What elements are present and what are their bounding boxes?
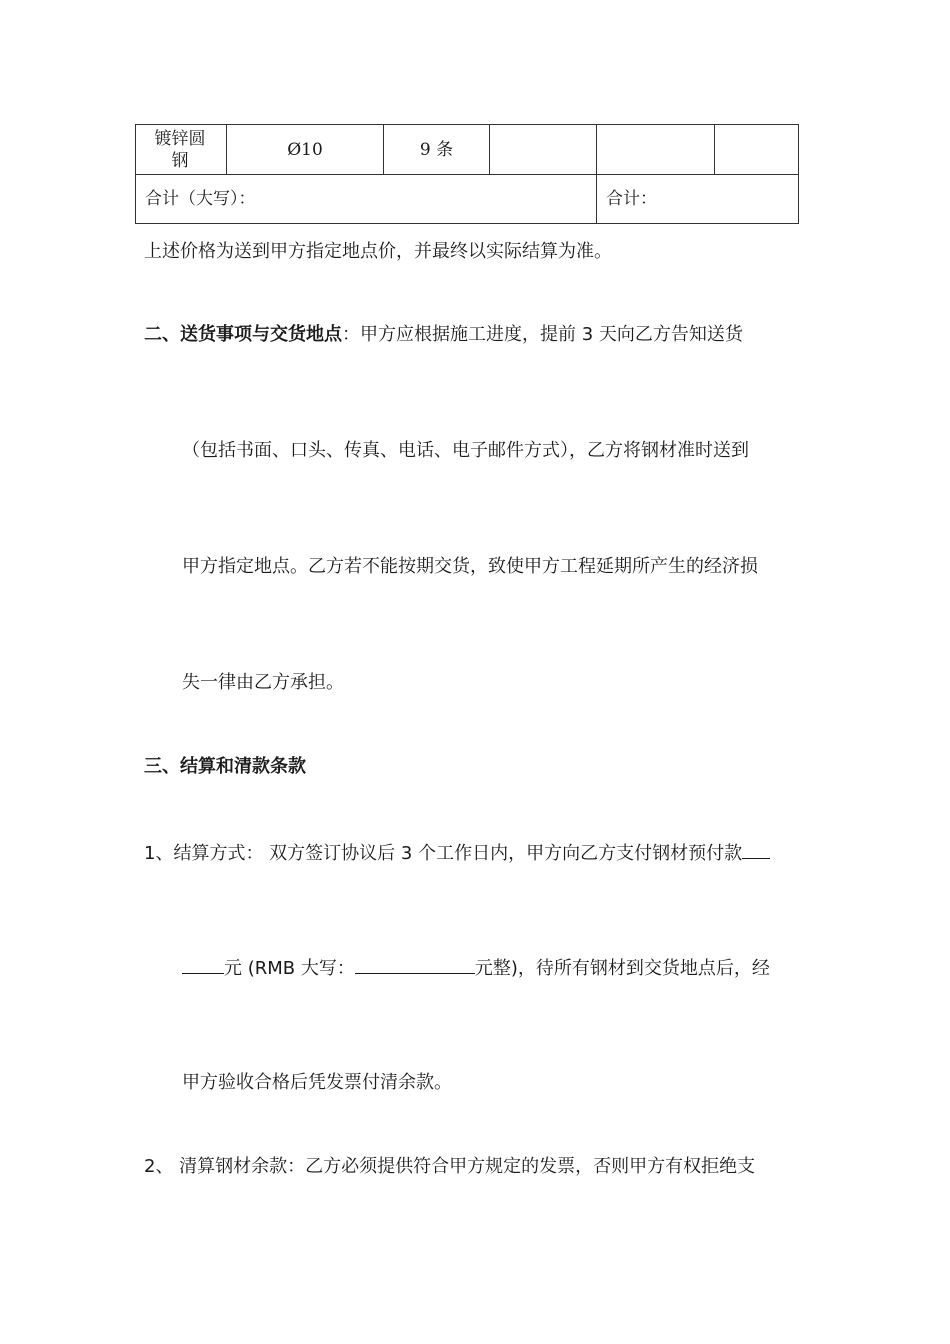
total-cell: 合计： [597, 175, 799, 224]
table-row-total [136, 175, 799, 224]
item-spec-cell: Ø10 [227, 125, 384, 175]
item-cell-6 [715, 125, 799, 175]
section3-item1-line1 [144, 840, 770, 866]
item-name-cell: 镀锌圆钢 [136, 125, 227, 175]
section3-heading: 三、结算和清款条款 [144, 756, 306, 777]
section2-line2: （包括书面、口头、传真、电话、电子邮件方式），乙方将钢材准时送到 [182, 440, 749, 461]
section3-item2-line1: 2、 清算钢材余款：乙方必须提供符合甲方规定的发票，否则甲方有权拒绝支 [144, 1156, 756, 1177]
section2-line1 [144, 323, 743, 347]
section3-item1-line3: 甲方验收合格后凭发票付清余款。 [182, 1072, 452, 1093]
goods-table [135, 124, 799, 224]
blank-underline [355, 955, 475, 974]
section2-line4: 失一律由乙方承担。 [182, 672, 344, 693]
item-cell-5 [597, 125, 715, 175]
section3-item1-line2 [182, 955, 770, 981]
section3-item1-text-2a: 元 (RMB 大写： [224, 958, 355, 979]
section2-line3: 甲方指定地点。乙方若不能按期交货，致使甲方工程延期所产生的经济损 [182, 556, 758, 577]
total-upper-cell: 合计（大写）： [136, 175, 597, 224]
table-row [136, 125, 799, 175]
item-cell-4 [490, 125, 597, 175]
item-qty-cell: 9 条 [384, 125, 490, 175]
section3-item1-text: 1、结算方式： 双方签订协议后 3 个工作日内，甲方向乙方支付钢材预付款 [144, 843, 743, 864]
section3-item1-text-2b: 元整)，待所有钢材到交货地点后，经 [474, 958, 770, 979]
section2-text-1: ：甲方应根据施工进度，提前 3 天向乙方告知送货 [342, 324, 743, 345]
price-note: 上述价格为送到甲方指定地点价，并最终以实际结算为准。 [144, 241, 612, 262]
blank-underline [742, 840, 770, 859]
section2-heading: 二、送货事项与交货地点 [144, 324, 342, 345]
blank-underline [182, 955, 224, 974]
